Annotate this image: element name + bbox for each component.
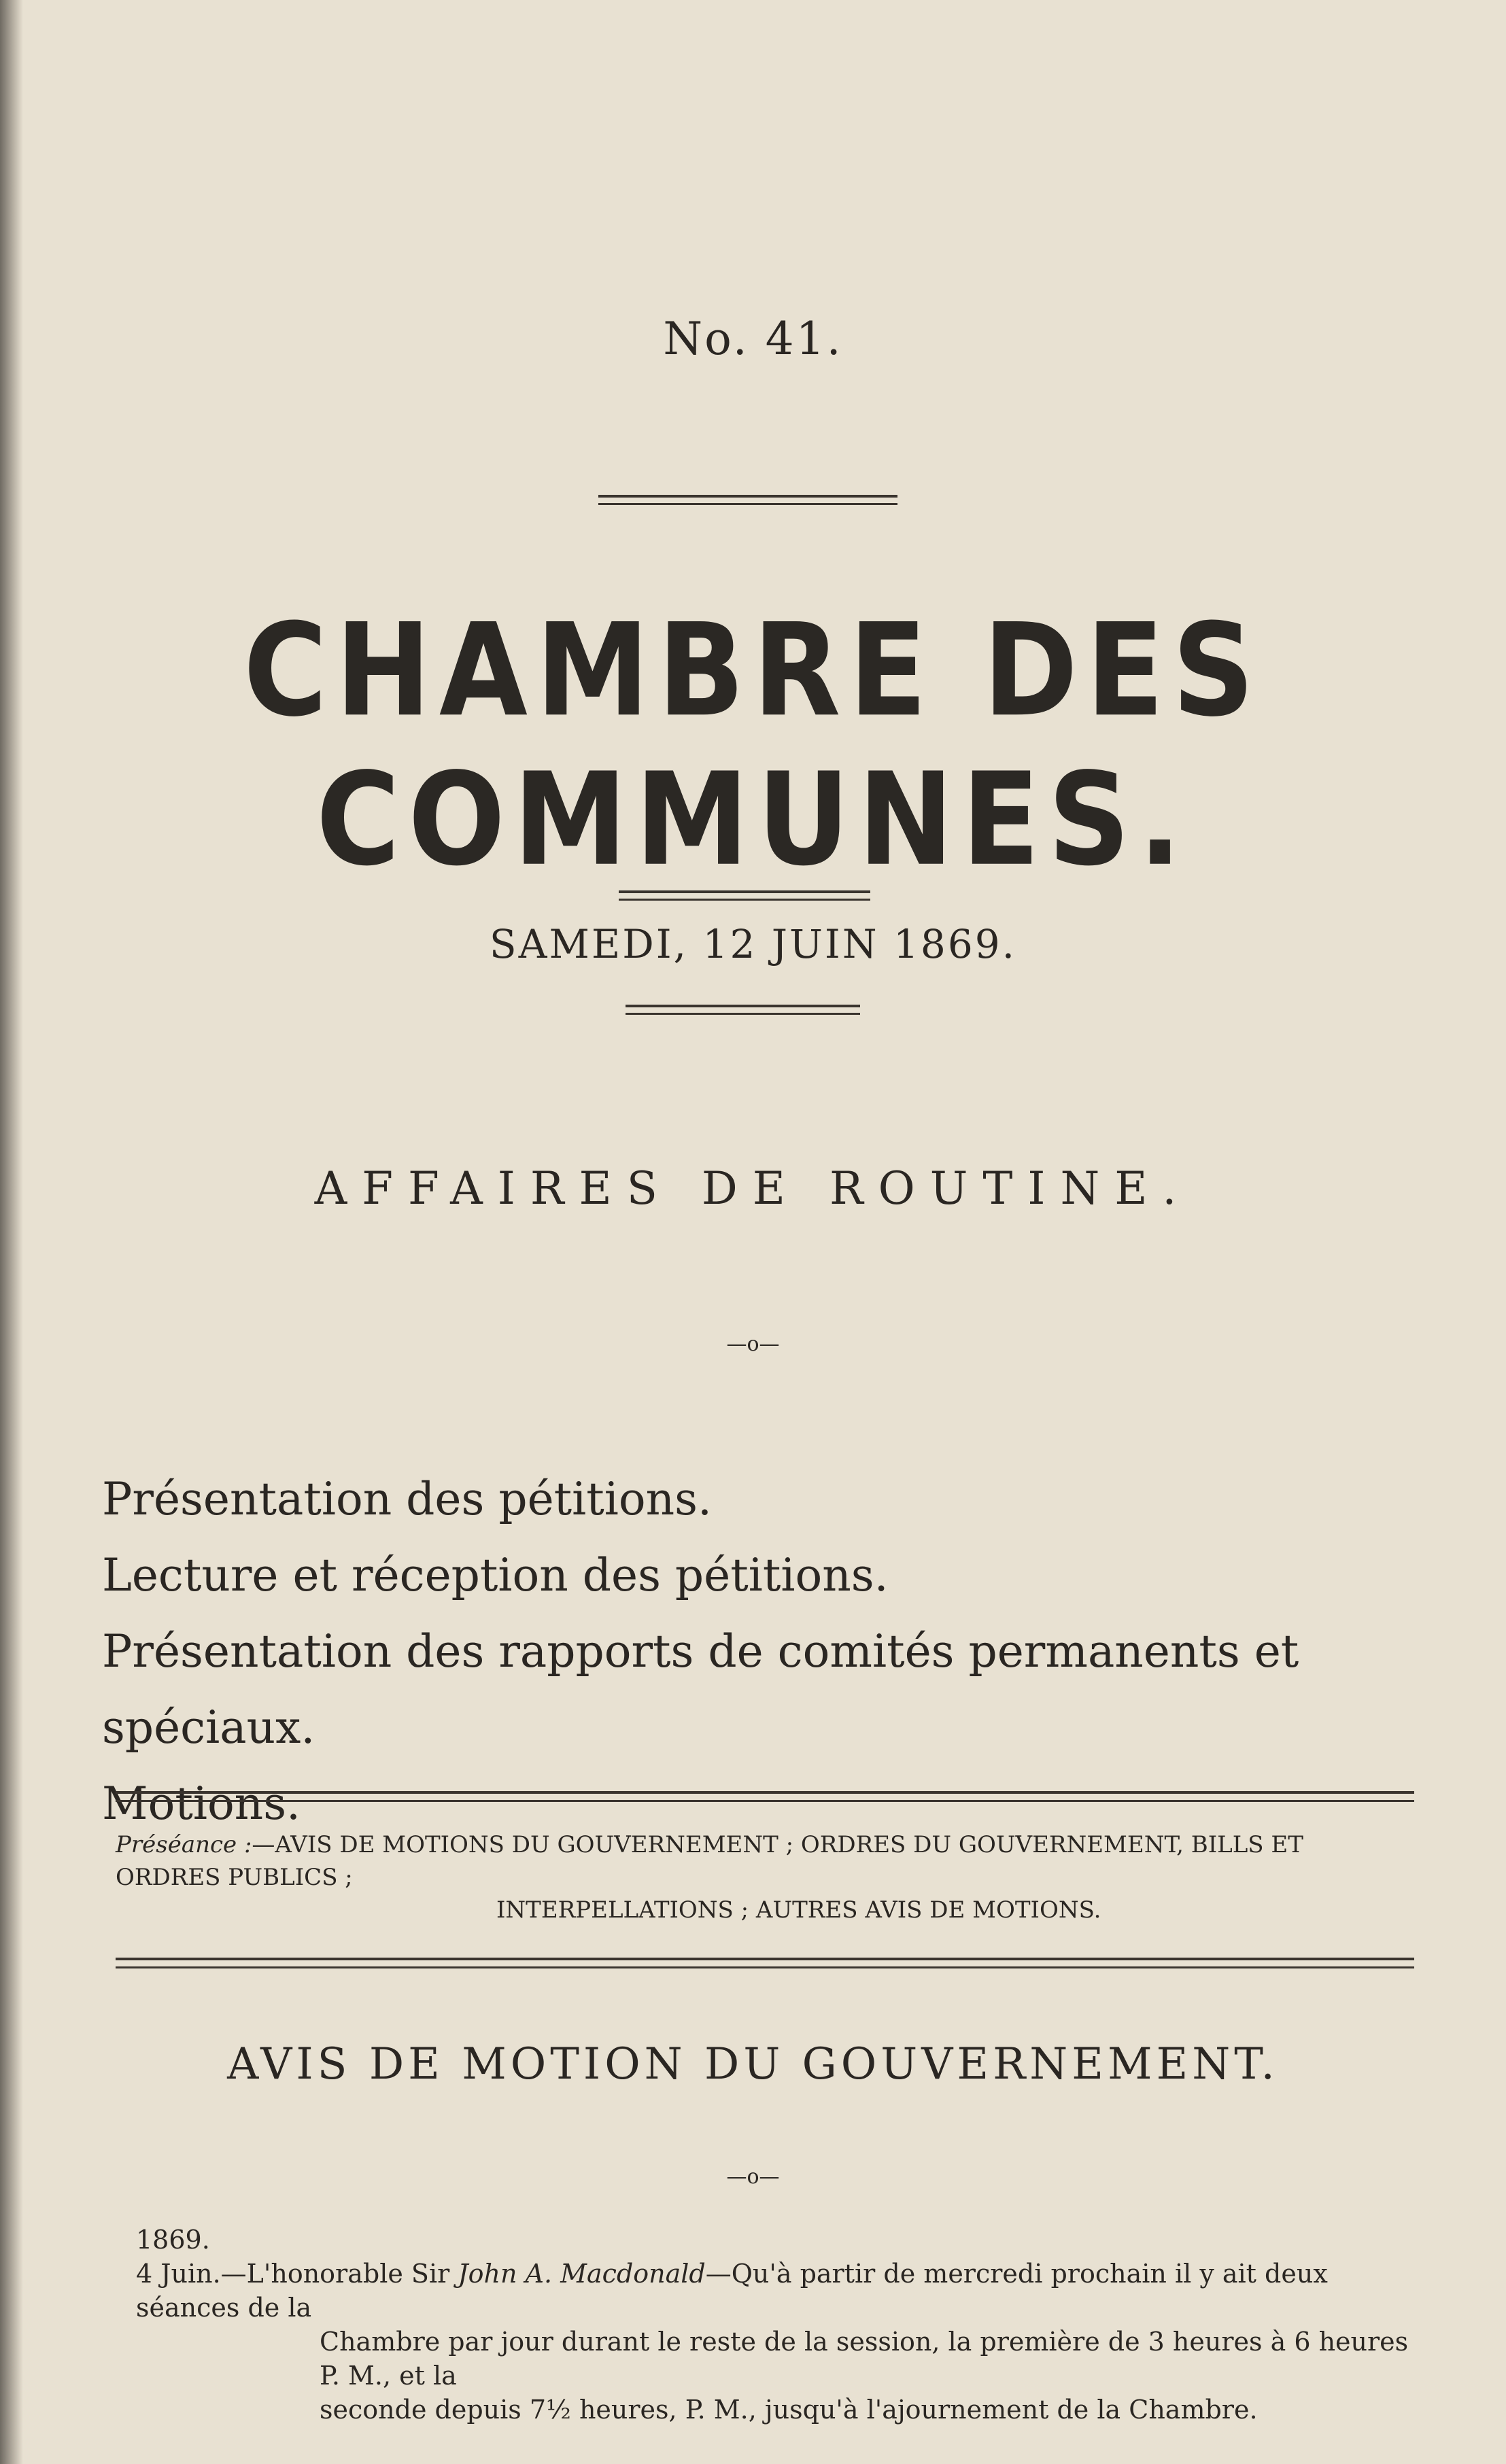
notice-lead: —L'honorable Sir (220, 2259, 458, 2289)
routine-item: Lecture et réception des pétitions. (102, 1549, 889, 1601)
date-top-rule (619, 890, 870, 893)
title-top-rule-inner (598, 503, 897, 505)
sitting-date: SAMEDI, 12 JUIN 1869. (489, 921, 1017, 967)
section-ornament: —o— (726, 1332, 780, 1356)
precedence-note (116, 1828, 1407, 1926)
notice-member: John A. Macdonald (458, 2259, 706, 2289)
title-top-rule (598, 495, 897, 498)
government-notice-heading: AVIS DE MOTION DU GOUVERNEMENT. (227, 2039, 1279, 2089)
routine-item: Présentation des pétitions. (102, 1473, 712, 1525)
notice-text-line-1: —Qu'à partir de mercredi prochain il y ait deux séances de la (136, 2259, 1328, 2323)
precedence-bottom-rule (116, 1958, 1414, 1960)
precedence-top-rule-inner (116, 1800, 1414, 1802)
page-binding-edge (0, 0, 23, 2464)
section-heading: AFFAIRES DE ROUTINE. (314, 1162, 1192, 1215)
precedence-bottom-rule-inner (116, 1966, 1414, 1968)
notice-text-line-2: Chambre par jour durant le reste de la session, la première de 3 heures à 6 heures P. M., et la (320, 2327, 1409, 2391)
precedence-label: Préséance : (116, 1831, 252, 1858)
notice-text-line-3: seconde depuis 7½ heures, P. M., jusqu'à l'ajournement de la Chambre. (320, 2395, 1258, 2425)
date-top-rule-inner (619, 899, 870, 901)
precedence-top-rule (116, 1791, 1414, 1794)
precedence-line-2: INTERPELLATIONS ; AUTRES AVIS DE MOTIONS. (496, 1896, 1101, 1924)
routine-business-list (102, 1461, 1394, 1842)
house-title: CHAMBRE DES COMMUNES. (243, 595, 1263, 895)
notice-date: 4 Juin. (136, 2259, 221, 2289)
routine-item: Motions. (102, 1777, 301, 1830)
routine-item: Présentation des rapports de comités permanents et spéciaux. (102, 1625, 1299, 1754)
date-bottom-rule-inner (626, 1013, 860, 1015)
issue-number: No. 41. (663, 313, 843, 365)
date-bottom-rule (626, 1005, 860, 1007)
notice-year: 1869. (136, 2225, 210, 2255)
government-notice-entry (136, 2223, 1428, 2427)
precedence-line-1: —AVIS DE MOTIONS DU GOUVERNEMENT ; ORDRES DU GOUVERNEMENT, BILLS ET ORDRES PUBLICS ; (116, 1831, 1303, 1891)
government-notice-ornament: —o— (726, 2165, 780, 2189)
